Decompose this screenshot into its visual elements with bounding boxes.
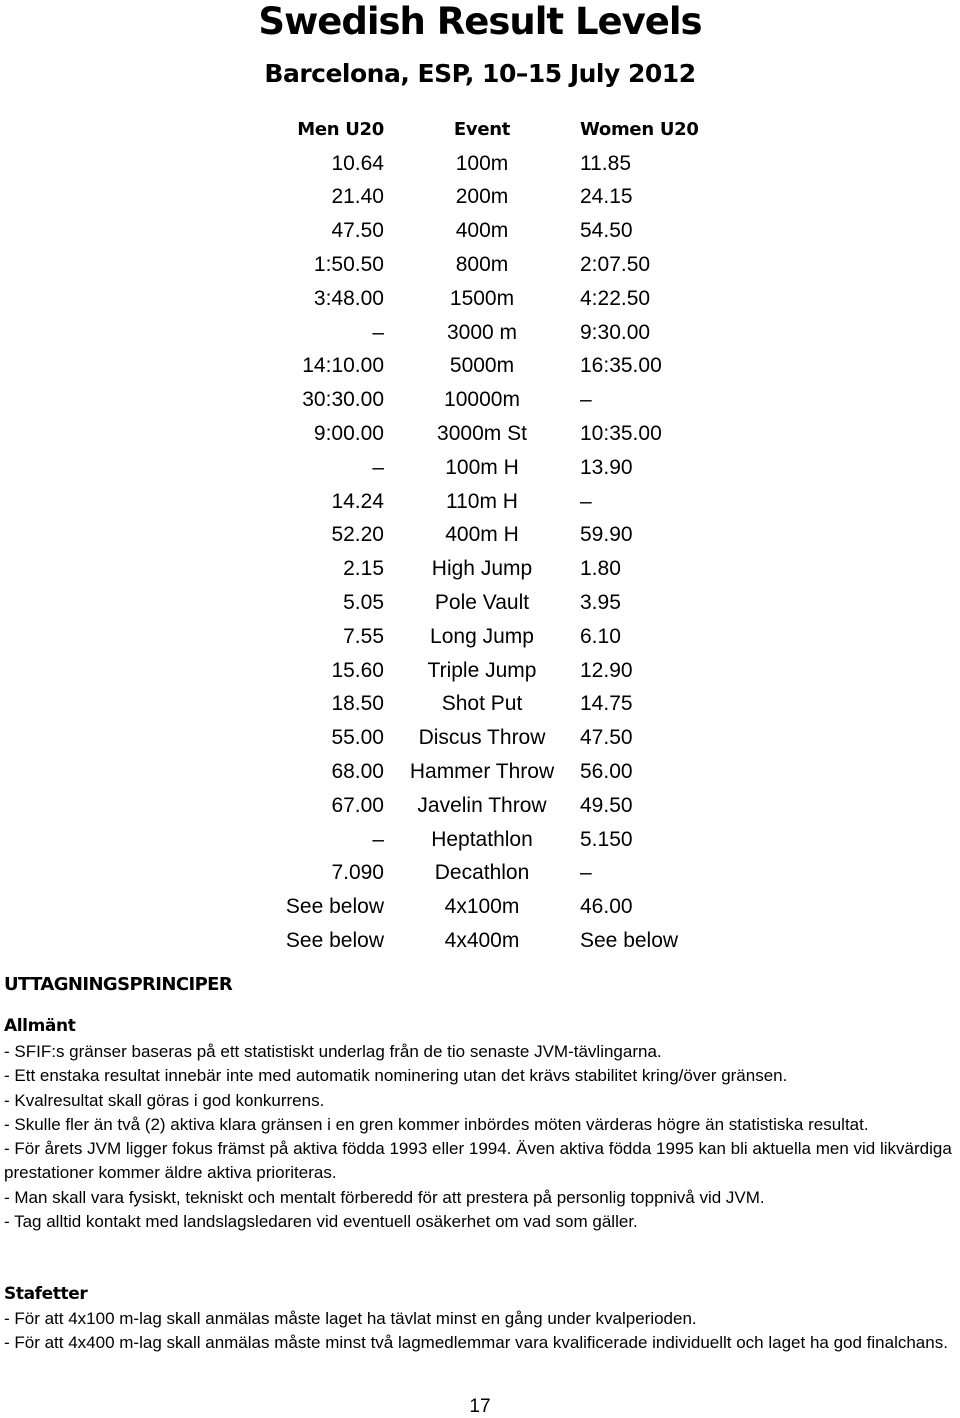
women-u20-result: 1.80 [580,557,621,581]
event-name: High Jump [431,557,533,581]
event-name: Hammer Throw [409,760,555,784]
event-name: 110m H [446,489,518,513]
relays-heading: Stafetter [4,1284,88,1304]
men-u20-result: See below [285,895,384,919]
men-u20-result: – [372,827,384,851]
men-u20-result: 7.090 [331,861,384,885]
general-rule: - Kvalresultat skall göras i god konkurrens. [4,1090,325,1110]
table-row [270,620,720,654]
event-name: 5000m [449,354,515,378]
result-levels-table [270,113,720,958]
general-heading: Allmänt [4,1016,76,1036]
table-body [270,147,720,958]
table-row [270,350,720,384]
page-number: 17 [469,1396,491,1417]
table-row [270,755,720,789]
event-name: 1500m [449,286,515,310]
women-u20-result: 11.85 [580,151,631,175]
women-u20-result: – [580,489,592,513]
table-row [270,316,720,350]
men-u20-result: 7.55 [343,624,384,648]
event-name: 10000m [444,388,520,412]
event-name: Long Jump [430,624,534,648]
general-rule: - SFIF:s gränser baseras på ett statistiskt underlag från de tio senaste JVM-tävlingarna. [4,1042,662,1061]
table-row [270,924,720,958]
event-name: 3000m St [437,422,527,446]
men-u20-result: 3:48.00 [313,286,384,310]
relay-rules [4,1307,956,1356]
general-rule: - Skulle fler än två (2) aktiva klara gränsen i en gren kommer inbördes möten värderas högre än statistiska resultat. [4,1114,869,1134]
women-u20-result: 9:30.00 [580,320,651,344]
men-u20-result: 67.00 [331,793,384,817]
women-u20-result: 5.150 [580,827,633,851]
general-rule: - Tag alltid kontakt med landslagsledaren vid eventuell osäkerhet om vad som gäller. [4,1212,638,1232]
women-u20-result: 24.15 [580,185,633,209]
page-title: Swedish Result Levels [258,0,702,43]
table-row [270,519,720,553]
men-u20-result: – [372,455,384,479]
men-u20-result: 14.24 [331,489,384,513]
men-u20-result: 1:50.50 [313,253,384,277]
event-name: Heptathlon [431,827,533,851]
table-row [270,857,720,891]
women-u20-result: See below [580,929,679,953]
women-u20-result: 59.90 [580,523,633,547]
women-u20-result: 6.10 [580,624,621,648]
table-row [270,823,720,857]
table-row [270,451,720,485]
table-row [270,654,720,688]
relay-rule: - För att 4x100 m-lag skall anmälas måste laget ha tävlat minst en gång under kvalperioden. [4,1309,697,1328]
event-name: Triple Jump [427,658,537,682]
table-row [270,383,720,417]
page-subtitle: Barcelona, ESP, 10–15 July 2012 [264,59,696,88]
table-row [270,552,720,586]
women-u20-result: 49.50 [580,793,633,817]
men-u20-result: 14:10.00 [302,354,384,378]
event-name: 4x100m [444,895,520,919]
men-u20-result: 2.15 [343,557,384,581]
women-u20-result: 13.90 [580,455,633,479]
table-row [270,417,720,451]
header-women-u20: Women U20 [580,119,699,141]
table-row [270,248,720,282]
principles-heading: UTTAGNINGSPRINCIPER [4,974,233,995]
men-u20-result: 10.64 [331,151,384,175]
table-row [270,485,720,519]
relay-rule: - För att 4x400 m-lag skall anmälas måste minst två lagmedlemmar vara kvalificerade individuellt och laget ha god finalchans. [4,1333,948,1353]
event-name: Decathlon [434,861,530,885]
header-men-u20: Men U20 [297,119,384,141]
women-u20-result: 14.75 [580,692,633,716]
table-row [270,688,720,722]
women-u20-result: 3.95 [580,591,621,615]
women-u20-result: 16:35.00 [580,354,662,378]
event-name: 200m [455,185,509,209]
women-u20-result: – [580,861,592,885]
event-name: 400m [455,219,509,243]
general-rule: - Man skall vara fysiskt, tekniskt och mentalt förberedd för att prestera på personlig toppnivå vid JVM. [4,1187,765,1207]
women-u20-result: 47.50 [580,726,633,750]
event-name: Pole Vault [434,591,530,615]
men-u20-result: 55.00 [331,726,384,750]
general-rules [4,1040,956,1234]
event-name: 100m [455,151,509,175]
event-name: Shot Put [441,692,523,716]
table-row [270,789,720,823]
event-name: 3000 m [446,320,518,344]
table-row [270,214,720,248]
event-name: 400m H [445,523,519,547]
table-row [270,586,720,620]
event-name: Javelin Throw [417,793,547,817]
general-rule: - Ett enstaka resultat innebär inte med automatik nominering utan det krävs stabilitet kring/över gränsen. [4,1066,788,1086]
general-rule: - För årets JVM ligger fokus främst på aktiva födda 1993 eller 1994. Även aktiva födda 1995 kan bli aktuella men vid likvärdiga prestationer kommer äldre aktiva prioriteras. [4,1139,952,1183]
header-event: Event [453,119,511,141]
women-u20-result: 4:22.50 [580,286,651,310]
table-row [270,890,720,924]
men-u20-result: 15.60 [331,658,384,682]
men-u20-result: 21.40 [331,185,384,209]
women-u20-result: 12.90 [580,658,633,682]
women-u20-result: 46.00 [580,895,633,919]
men-u20-result: 52.20 [331,523,384,547]
men-u20-result: 68.00 [331,760,384,784]
men-u20-result: – [372,320,384,344]
event-name: 4x400m [444,929,520,953]
men-u20-result: 18.50 [331,692,384,716]
event-name: Discus Throw [418,726,546,750]
men-u20-result: 47.50 [331,219,384,243]
women-u20-result: 54.50 [580,219,633,243]
women-u20-result: 56.00 [580,760,633,784]
table-row [270,181,720,215]
table-header-row [270,113,720,147]
table-row [270,721,720,755]
men-u20-result: 9:00.00 [313,422,384,446]
men-u20-result: 5.05 [343,591,384,615]
table-row [270,282,720,316]
women-u20-result: 2:07.50 [580,253,651,277]
table-row [270,147,720,181]
men-u20-result: See below [285,929,384,953]
women-u20-result: – [580,388,592,412]
event-name: 800m [455,253,509,277]
event-name: 100m H [445,455,519,479]
women-u20-result: 10:35.00 [580,422,662,446]
men-u20-result: 30:30.00 [302,388,384,412]
